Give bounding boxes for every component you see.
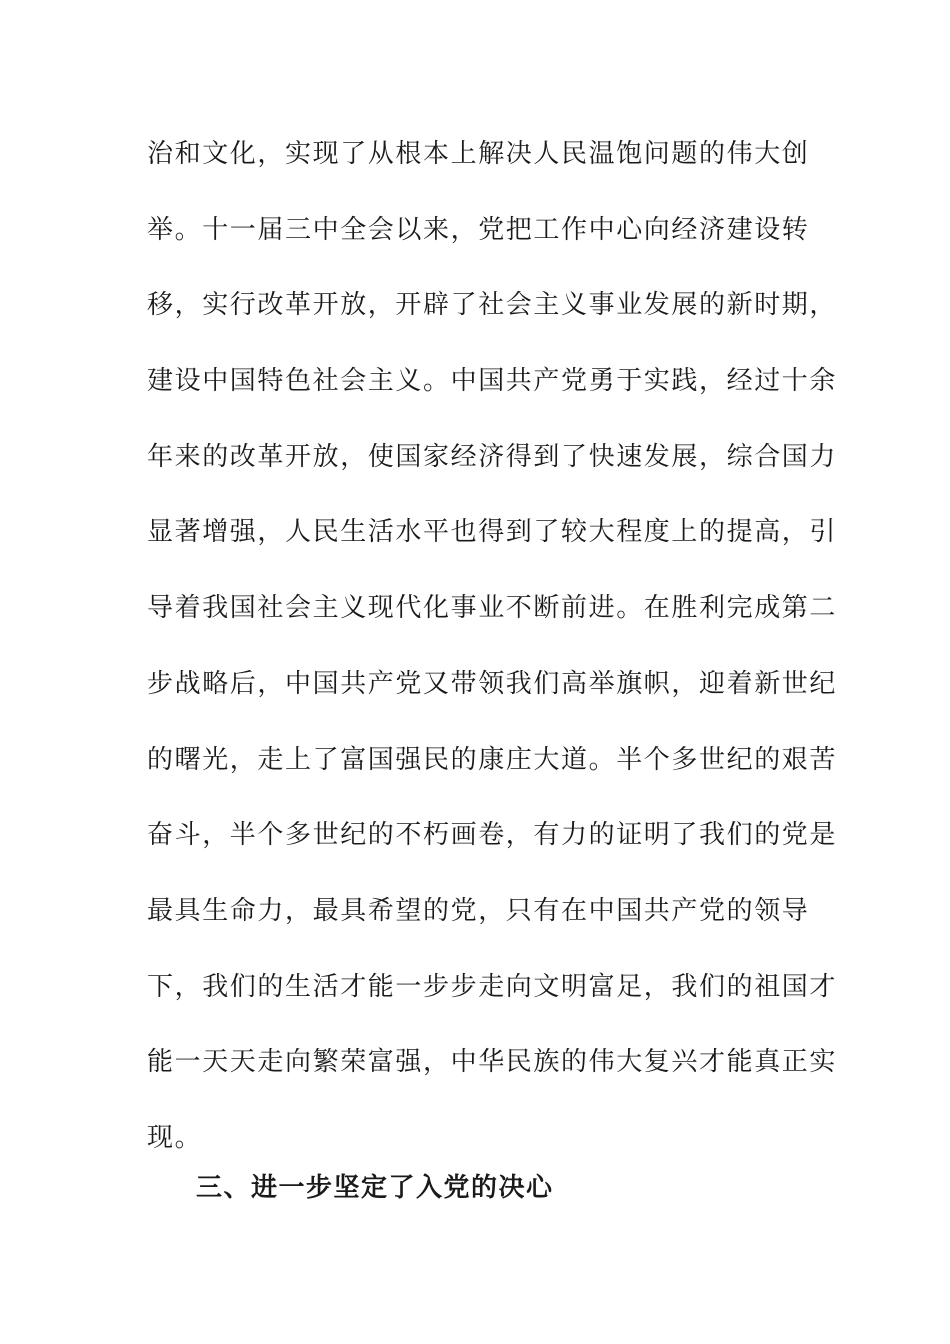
paragraph-line: 建设中国特色社会主义。中国共产党勇于实践，经过十余 — [147, 366, 838, 397]
paragraph-line: 的曙光，走上了富国强民的康庄大道。半个多世纪的艰苦 — [147, 744, 838, 775]
paragraph-line: 最具生命力，最具希望的党，只有在中国共产党的领导 — [147, 895, 810, 926]
paragraph-line: 能一天天走向繁荣富强，中华民族的伟大复兴才能真正实 — [147, 1047, 838, 1078]
paragraph-line: 现。 — [147, 1122, 203, 1153]
paragraph-line: 举。十一届三中全会以来，党把工作中心向经济建设转 — [147, 214, 810, 245]
paragraph-line: 步战略后，中国共产党又带领我们高举旗帜，迎着新世纪 — [147, 668, 838, 699]
paragraph-line: 移，实行改革开放，开辟了社会主义事业发展的新时期， — [147, 290, 838, 321]
paragraph-line: 显著增强，人民生活水平也得到了较大程度上的提高，引 — [147, 517, 838, 548]
paragraph-line: 奋斗，半个多世纪的不朽画卷，有力的证明了我们的党是 — [147, 820, 838, 851]
paragraph-line: 下，我们的生活才能一步步走向文明富足，我们的祖国才 — [147, 971, 838, 1002]
body-paragraph — [147, 124, 838, 1184]
paragraph-line: 导着我国社会主义现代化事业不断前进。在胜利完成第二 — [147, 593, 838, 624]
paragraph-line: 治和文化，实现了从根本上解决人民温饱问题的伟大创 — [147, 139, 810, 169]
paragraph-line: 年来的改革开放，使国家经济得到了快速发展，综合国力 — [147, 441, 838, 472]
section-heading: 三、进一步坚定了入党的决心 — [196, 1173, 554, 1203]
